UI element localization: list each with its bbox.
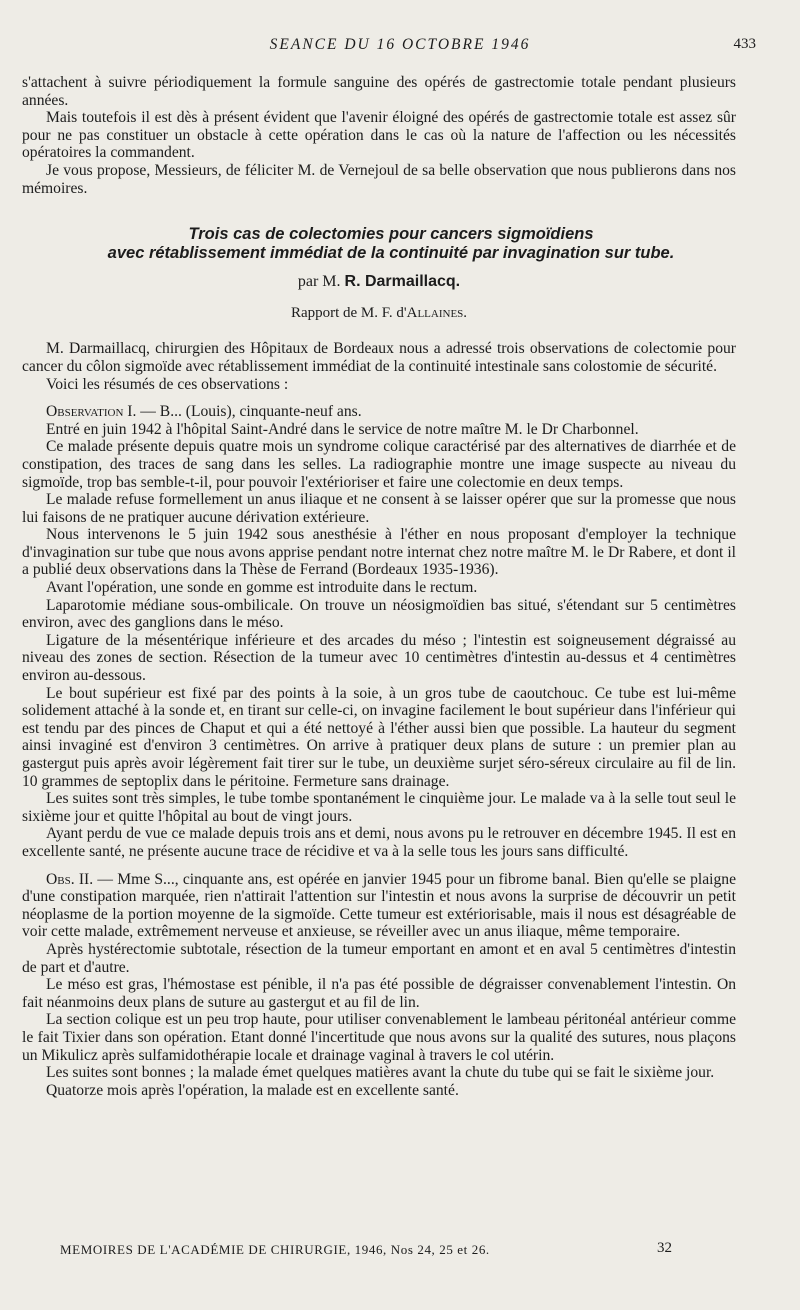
observation-paragraph: Ligature de la mésentérique inférieure et des arcades du méso ; l'intestin est soigneusement dégraissé au niveau des zones de section. Résection de la tumeur avec 10 centimètres d'intestin au-dessus et 4 centimètres environ au-dessous. — [22, 631, 736, 685]
observation-label: Observation I. — [46, 403, 137, 421]
footer-citation: MEMOIRES DE L'ACADÉMIE DE CHIRURGIE, 1946, Nos 24, 25 et 26. — [60, 1242, 490, 1257]
observation-paragraph: Laparotomie médiane sous-ombilicale. On trouve un néosigmoïdien bas situé, s'étendant sur 5 centimètres environ, avec des ganglions dans le méso. — [22, 596, 736, 632]
observation-label: Obs. II. — [46, 870, 94, 888]
observation-heading — [22, 871, 736, 941]
observation-heading-text: — B... (Louis), cinquante-neuf ans. — [136, 403, 362, 421]
intro-paragraph: Mais toutefois il est dès à présent évident que l'avenir éloigné des opérés de gastrectomie totale est assez sûr pour ne pas constituer un obstacle à cette opération dans le cas où la nature de l'affection ou les nécessités opératoires la commandent. — [22, 109, 736, 162]
sheet-number: 32 — [657, 1240, 672, 1256]
body-text — [22, 74, 736, 1099]
article-title-line2: avec rétablissement immédiat de la continuité par invagination sur tube. — [107, 244, 675, 263]
observation-paragraph: Ce malade présente depuis quatre mois un syndrome colique caractérisé par des alternatives de diarrhée et de constipation, des traces de sang dans les selles. La radiographie montre une image suspecte au niveau du sigmoïde, trop bas semble-t-il, pour pouvoir l'extérioriser et faire une colectomie en deux temps. — [22, 438, 736, 491]
report-prefix: Rapport de M. F. d' — [290, 304, 407, 321]
author-prefix: par M. — [297, 273, 341, 291]
author-line — [22, 273, 736, 291]
observation-paragraph: La section colique est un peu trop haute, pour utiliser convenablement le lambeau péritonéal antérieur comme le fait Tixier dans son opération. Etant donné l'incertitude que nous avons sur la qualité des sutures, nous plaçons un Mikulicz après sulfamidothérapie locale et drainage vaginal à travers le col utérin. — [22, 1011, 736, 1064]
observation-paragraph: Les suites sont bonnes ; la malade émet quelques matières avant la chute du tube qui se fait le sixième jour. — [46, 1064, 715, 1082]
intro-paragraph: s'attachent à suivre périodiquement la formule sanguine des opérés de gastrectomie totale pendant plusieurs années. — [22, 74, 736, 109]
observation-heading — [22, 403, 736, 421]
body-paragraph: M. Darmaillacq, chirurgien des Hôpitaux de Bordeaux nous a adressé trois observations de colectomie pour cancer du côlon sigmoïde avec rétablissement immédiat de la continuité intestinale sans colostomie de sécurité. — [22, 340, 736, 375]
page-number: 433 — [733, 36, 756, 52]
observation-paragraph: Les suites sont très simples, le tube tombe spontanément le cinquième jour. Le malade va à la selle tout seul le sixième jour et quitte l'hôpital au bout de vingt jours. — [22, 790, 736, 825]
observation-paragraph: Nous intervenons le 5 juin 1942 sous anesthésie à l'éther en nous proposant d'employer la technique d'invagination sur tube que nous avons apprise pendant notre internat chez notre maître M. le Dr Rabere, et dont il a publié deux observations dans la Thèse de Ferrand (Bordeaux 1935-1936). — [22, 526, 736, 579]
observation-paragraph: Le bout supérieur est fixé par des points à la soie, à un gros tube de caoutchouc. Ce tube est lui-même solidement attaché à la sonde et, en tirant sur celle-ci, on invagine facilement le bout supérieur dans l'inférieur qui est tendu par des pinces de Chaput et qui a été nettoyé à l'éther aussi bien que possible. La hauteur du segment ainsi invaginé est d'environ 3 centimètres. On arrive à pratiquer deux plans de suture : un premier plan au gastergut puis après avoir légèrement fait tirer sur le tube, un deuxième surjet séro-séreux circulaire au fil de lin. 10 grammes de septoplix dans le péritoine. Fermeture sans drainage. — [22, 684, 736, 790]
author-name: R. Darmaillacq. — [344, 273, 461, 291]
report-line — [22, 305, 736, 323]
observation-paragraph: Le malade refuse formellement un anus iliaque et ne consent à se laisser opérer que sur la promesse que nous lui faisons de ne pratiquer aucune dérivation extérieure. — [22, 491, 736, 526]
observation-paragraph: Ayant perdu de vue ce malade depuis trois ans et demi, nous avons pu le retrouver en décembre 1945. Il est en excellente santé, ne présente aucune trace de récidive et va à la selle tous les jours sans difficulté. — [22, 825, 736, 860]
reporter-name: Allaines. — [406, 304, 468, 321]
intro-paragraph: Je vous propose, Messieurs, de féliciter M. de Vernejoul de sa belle observation que nous publierons dans nos mémoires. — [22, 161, 736, 197]
article-title-line1: Trois cas de colectomies pour cancers sigmoïdiens — [188, 225, 594, 244]
observation-paragraph: Avant l'opération, une sonde en gomme est introduite dans le rectum. — [46, 579, 478, 597]
body-paragraph: Voici les résumés de ces observations : — [46, 375, 289, 393]
running-title: SEANCE DU 16 OCTOBRE 1946 — [269, 36, 531, 53]
observation-paragraph: Le méso est gras, l'hémostase est pénible, il n'a pas été possible de dégraisser convenablement l'intestin. On fait néanmoins deux plans de suture au gastergut et au fil de lin. — [22, 976, 736, 1011]
observation-heading-text: — Mme S..., cinquante ans, est opérée en janvier 1945 pour un fibrome banal. Bien qu'elle se plaigne d'une constipation marquée, rien n'attirait l'attention sur l'intestin et nous avons la surprise de découvrir un petit néoplasme de la portion moyenne de la sigmoïde. Cette tumeur est extériorisable, mais il nous est désagréable de voir cette malade, extrêmement nerveuse et anxieuse, se réveiller avec un anus iliaque, même temporaire. — [22, 870, 736, 941]
observation-paragraph: Après hystérectomie subtotale, résection de la tumeur emportant en amont et en aval 5 centimètres d'intestin de part et d'autre. — [22, 940, 736, 976]
observation-paragraph: Entré en juin 1942 à l'hôpital Saint-André dans le service de notre maître M. le Dr Charbonnel. — [46, 420, 639, 438]
observation-paragraph: Quatorze mois après l'opération, la malade est en excellente santé. — [46, 1081, 459, 1099]
